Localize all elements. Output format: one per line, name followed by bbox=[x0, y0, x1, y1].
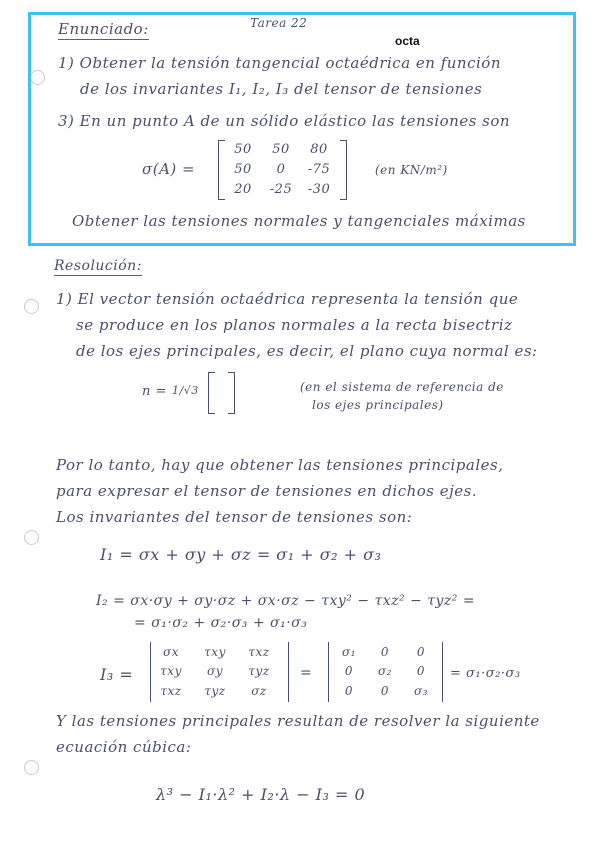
determinant-cell: τxy bbox=[204, 645, 226, 659]
stress-matrix-label: σ(A) = bbox=[142, 160, 196, 178]
matrix-cell: 50 bbox=[234, 142, 252, 157]
resolution-p1-line-3: de los ejes principales, es decir, el plano cuya normal es: bbox=[76, 342, 538, 360]
determinant-cell: τxz bbox=[248, 645, 270, 659]
matrix-cell: 50 bbox=[272, 142, 290, 157]
resolution-p3-line-2: ecuación cúbica: bbox=[56, 738, 192, 756]
normal-vector-note-line-1: (en el sistema de referencia de bbox=[300, 380, 504, 394]
determinant-cell: σx bbox=[163, 645, 179, 659]
determinant-cell: τxy bbox=[160, 664, 182, 678]
selection-label: octa bbox=[395, 34, 420, 48]
determinant-cell: τxz bbox=[160, 684, 182, 698]
invariant-i1: I₁ = σx + σy + σz = σ₁ + σ₂ + σ₃ bbox=[100, 545, 382, 564]
resolution-p2-line-2: para expresar el tensor de tensiones en dichos ejes. bbox=[56, 482, 478, 500]
problem-item-3: 3) En un punto A de un sólido elástico las tensiones son bbox=[58, 112, 511, 130]
matrix-cell: -25 bbox=[269, 182, 293, 197]
invariant-i3-label: I₃ = bbox=[100, 665, 134, 684]
binder-hole bbox=[24, 299, 39, 314]
determinant-cell: 0 bbox=[416, 645, 426, 659]
determinant-cell: 0 bbox=[380, 645, 390, 659]
matrix-cell: 50 bbox=[234, 162, 252, 177]
determinant-cell: 0 bbox=[380, 684, 390, 698]
invariant-i2-line-2: = σ₁·σ₂ + σ₂·σ₃ + σ₁·σ₃ bbox=[134, 615, 308, 631]
determinant-bar-left bbox=[328, 642, 329, 702]
determinant-cell: τyz bbox=[204, 684, 226, 698]
problem-question: Obtener las tensiones normales y tangenciales máximas bbox=[72, 212, 526, 230]
determinant-cell: τyz bbox=[248, 664, 270, 678]
normal-vector-label: n = bbox=[142, 384, 167, 399]
determinant-cell: σ₃ bbox=[413, 684, 428, 698]
normal-vector-fraction: 1/√3 bbox=[172, 384, 199, 397]
units-note: (en KN/m²) bbox=[375, 163, 448, 177]
vector-bracket-right bbox=[228, 372, 235, 414]
determinant-cell: 0 bbox=[416, 664, 426, 678]
resolution-p1-line-2: se produce en los planos normales a la recta bisectriz bbox=[76, 316, 513, 334]
resolution-p2-line-1: Por lo tanto, hay que obtener las tensiones principales, bbox=[56, 456, 504, 474]
invariant-i2-line-1: I₂ = σx·σy + σy·σz + σx·σz − τxy² − τxz² − τyz² = bbox=[96, 593, 476, 609]
vector-bracket-left bbox=[208, 372, 215, 414]
resolution-p3-line-1: Y las tensiones principales resultan de resolver la siguiente bbox=[56, 712, 540, 730]
matrix-cell: 80 bbox=[310, 142, 328, 157]
binder-hole bbox=[24, 760, 39, 775]
determinant-cell: 0 bbox=[344, 664, 354, 678]
binder-hole bbox=[24, 530, 39, 545]
resolution-p2-line-3: Los invariantes del tensor de tensiones son: bbox=[56, 508, 413, 526]
matrix-cell: 20 bbox=[234, 182, 252, 197]
matrix-cell: -30 bbox=[307, 182, 331, 197]
matrix-bracket-right bbox=[340, 140, 347, 200]
normal-vector-note-line-2: los ejes principales) bbox=[312, 398, 444, 412]
resolution-title: Resolución: bbox=[54, 258, 142, 274]
problem-item-1-line-1: 1) Obtener la tensión tangencial octaédrica en función bbox=[58, 54, 501, 72]
determinant-bar-left bbox=[150, 642, 151, 702]
matrix-bracket-left bbox=[218, 140, 225, 200]
cubic-equation: λ³ − I₁·λ² + I₂·λ − I₃ = 0 bbox=[156, 785, 366, 804]
statement-title: Enunciado: bbox=[58, 20, 149, 38]
determinant-cell: σ₂ bbox=[377, 664, 392, 678]
determinant-bar-right bbox=[442, 642, 443, 702]
equals-sign: = bbox=[300, 665, 313, 681]
problem-item-1-line-2: de los invariantes I₁, I₂, I₃ del tensor de tensiones bbox=[80, 80, 483, 98]
matrix-cell: -75 bbox=[307, 162, 331, 177]
determinant-bar-right bbox=[288, 642, 289, 702]
determinant-cell: σ₁ bbox=[341, 645, 356, 659]
determinant-cell: σy bbox=[207, 664, 223, 678]
determinant-cell: σz bbox=[251, 684, 267, 698]
invariant-i3-result: = σ₁·σ₂·σ₃ bbox=[450, 666, 521, 681]
determinant-cell: 0 bbox=[344, 684, 354, 698]
statement-note: Tarea 22 bbox=[250, 16, 308, 30]
matrix-cell: 0 bbox=[276, 162, 286, 177]
resolution-p1-line-1: 1) El vector tensión octaédrica representa la tensión que bbox=[56, 290, 519, 308]
